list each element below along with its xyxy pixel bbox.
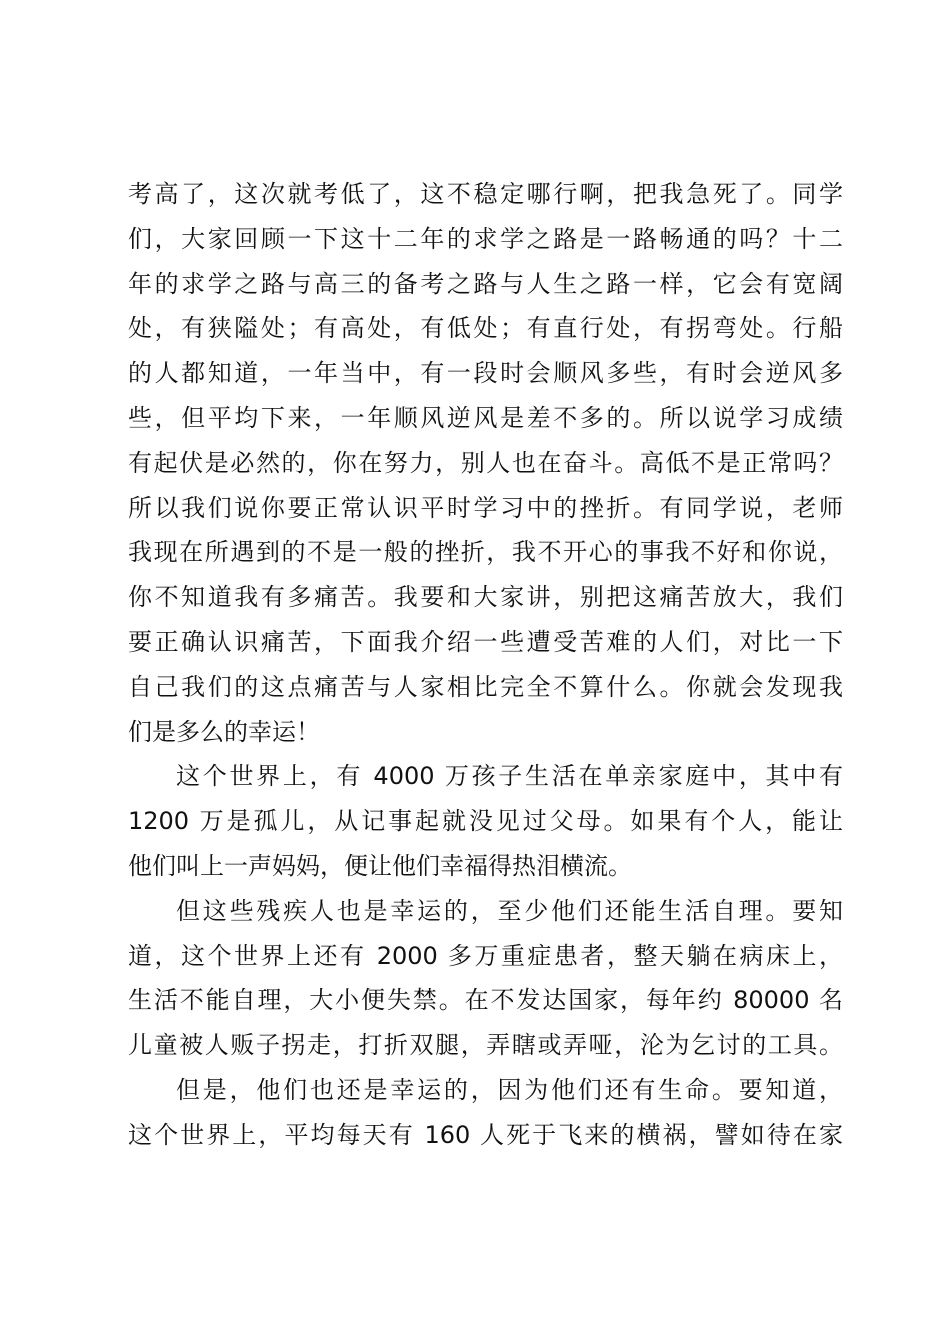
text-line: 要正确认识痛苦，下面我介绍一些遭受苦难的人们，对比一下	[128, 627, 843, 656]
text-line: 些，但平均下来，一年顺风逆风是差不多的。所以说学习成绩	[128, 403, 843, 432]
text-line: 考高了，这次就考低了，这不稳定哪行啊，把我急死了。同学	[128, 180, 843, 208]
text-line: 们是多么的幸运！	[128, 717, 320, 746]
text-line: 你不知道我有多痛苦。我要和大家讲，别把这痛苦放大，我们	[128, 583, 843, 612]
text-line: 他们叫上一声妈妈，便让他们幸福得热泪横流。	[128, 851, 632, 880]
text-line: 儿童被人贩子拐走，打折双腿，弄瞎或弄哑，沦为乞讨的工具。	[128, 1031, 843, 1060]
text-line: 所以我们说你要正常认识平时学习中的挫折。有同学说，老师	[128, 493, 843, 522]
text-line: 我现在所遇到的不是一般的挫折，我不开心的事我不好和你说，	[128, 538, 843, 567]
text-line: 但这些残疾人也是幸运的，至少他们还能生活自理。要知	[176, 896, 843, 925]
text-line: 这个世界上，平均每天有 160 人死于飞来的横祸，譬如待在家	[128, 1120, 843, 1149]
text-line: 生活不能自理，大小便失禁。在不发达国家，每年约 80000 名	[128, 986, 843, 1015]
text-line: 这个世界上，有 4000 万孩子生活在单亲家庭中，其中有	[176, 762, 843, 791]
text-line: 处，有狭隘处；有高处，有低处；有直行处，有拐弯处。行船	[128, 314, 843, 343]
text-line: 年的求学之路与高三的备考之路与人生之路一样，它会有宽阔	[128, 269, 843, 298]
text-line: 道，这个世界上还有 2000 多万重症患者，整天躺在病床上，	[128, 941, 843, 970]
body-text	[128, 172, 843, 1158]
text-line: 但是，他们也还是幸运的，因为他们还有生命。要知道，	[176, 1075, 843, 1104]
text-line: 自己我们的这点痛苦与人家相比完全不算什么。你就会发现我	[128, 672, 843, 701]
text-line: 1200 万是孤儿，从记事起就没见过父母。如果有个人，能让	[128, 807, 843, 836]
text-line: 们，大家回顾一下这十二年的求学之路是一路畅通的吗？十二	[128, 224, 843, 253]
text-line: 的人都知道，一年当中，有一段时会顺风多些，有时会逆风多	[128, 359, 843, 388]
text-line: 有起伏是必然的，你在努力，别人也在奋斗。高低不是正常吗？	[128, 448, 843, 477]
